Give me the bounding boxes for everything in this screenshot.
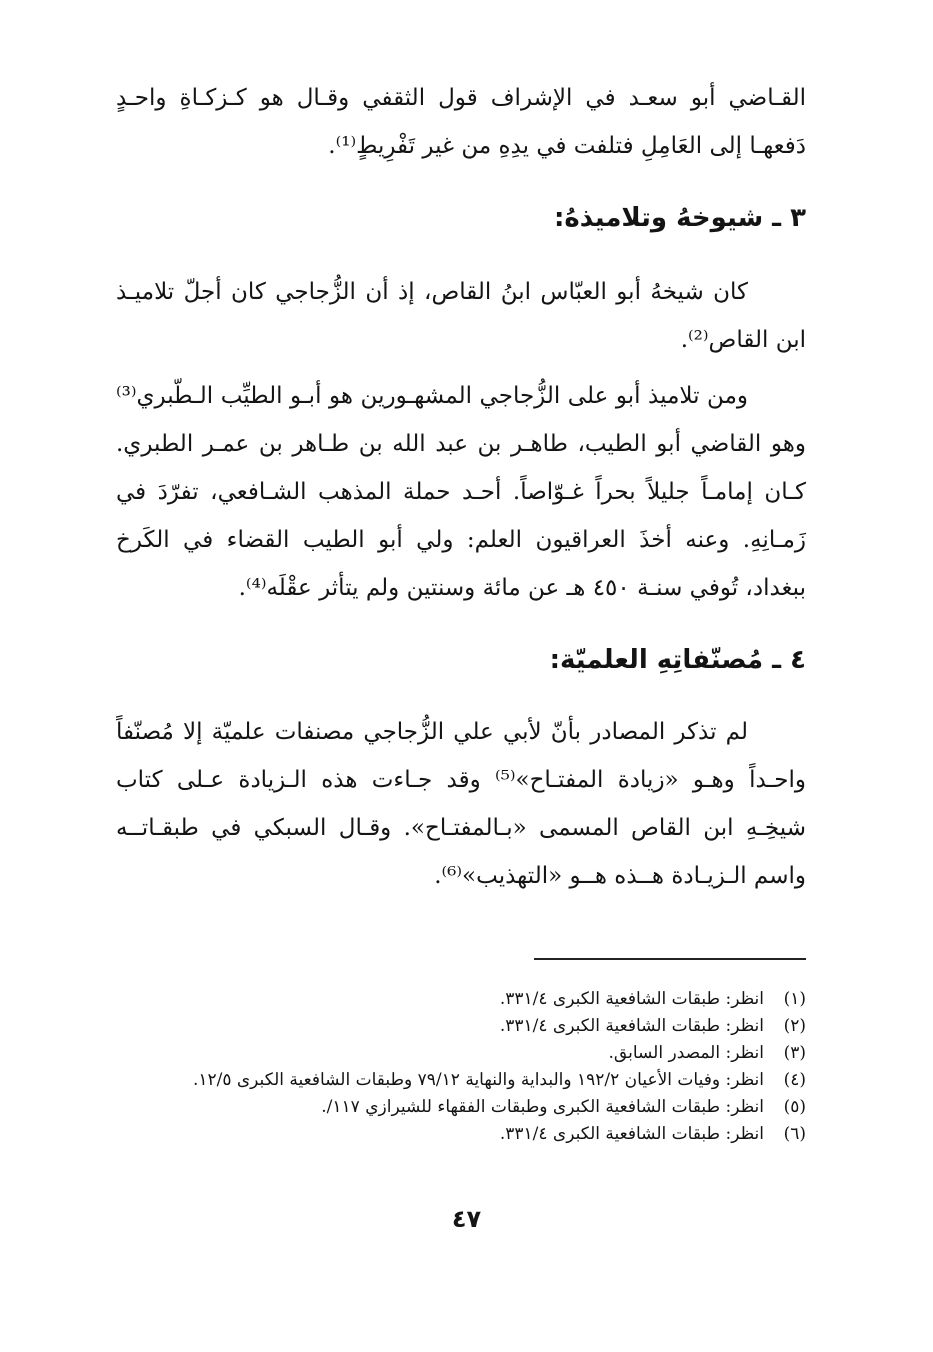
- footnote-number: (١): [783, 989, 806, 1009]
- footnote-text: انظر: وفيات الأعيان ١٩٢/٢ والبداية والنهاية ٧٩/١٢ وطبقات الشافعية الكبرى ١٢/٥.: [192, 1070, 764, 1090]
- paragraph-1: القـاضي أبو سعـد في الإشراف قول الثقفي وقـال هو كـزكـاةِ واحـدٍ دَفعهـا إلى العَامِلِ فتلفت في يدِهِ من غير تَفْرِيطٍ⁽¹⁾.: [116, 85, 806, 159]
- footnote-text: انظر: طبقات الشافعية الكبرى ٣٣١/٤.: [499, 1124, 764, 1144]
- paragraph-4: لم تذكر المصادر بأنّ لأبي علي الزُّجاجي مصنفات علميّة إلا مُصنّفاً واحـداً وهـو «زيادة المفتـاح»⁽⁵⁾ وقد جـاءت هذه الـزيادة عـلى كتاب شيخِـهِ ابن القاص المسمى «بـالمفتـاح». وقـال السبكي في طبقـاتــه واسم الـزيـادة هــذه هــو «التهذيب»⁽⁶⁾.: [116, 719, 806, 889]
- footnote-item: [106, 1121, 806, 1148]
- footnote-text: انظر: طبقات الشافعية الكبرى ٣٣١/٤.: [499, 1016, 764, 1036]
- footnote-number: (٢): [783, 1016, 806, 1036]
- paragraph-3: ومن تلاميذ أبو على الزُّجاجي المشهـورين هو أبـو الطيِّب الـطّبري⁽³⁾ وهو القاضي أبو الطيب، طاهـر بن عبد الله بن طـاهر بن عمـر الطبري. كـان إمامـاً جليلاً بحراً غـوّاصاً. أحـد حملة المذهب الشـافعي، تفرّدَ في زَمـانِهِ. وعنه أخذَ العراقيون العلم: ولي أبو الطيب القضاء في الكَرخ ببغداد، تُوفي سنـة ٤٥٠ هـ عن مائة وسنتين ولم يتأثر عقْلَه⁽⁴⁾.: [116, 383, 806, 601]
- footnotes: [106, 986, 806, 1148]
- footnote-text: انظر: المصدر السابق.: [608, 1043, 764, 1063]
- paragraph-2: كان شيخهُ أبو العبّاس ابنُ القاص، إذ أن الزُّجاجي كان أجلّ تلاميـذ ابن القاص⁽²⁾.: [116, 279, 806, 353]
- page-number: ٤٧: [451, 1205, 482, 1233]
- footnote-item: [106, 986, 806, 1013]
- footnote-number: (٤): [783, 1070, 806, 1090]
- footnote-text: انظر: طبقات الشافعية الكبرى ٣٣١/٤.: [499, 989, 764, 1009]
- footnote-number: (٦): [783, 1124, 806, 1144]
- footnote-item: [106, 1094, 806, 1121]
- footnote-number: (٣): [783, 1043, 806, 1063]
- footnote-text: انظر: طبقات الشافعية الكبرى وطبقات الفقهاء للشيرازي ١١٧/.: [321, 1097, 764, 1117]
- footnote-number: (٥): [783, 1097, 806, 1117]
- section-heading-3: ٣ ـ شيوخهُ وتلاميذهُ:: [553, 203, 806, 233]
- footnote-item: [106, 1067, 806, 1094]
- footnote-divider: [534, 958, 806, 960]
- footnote-item: [106, 1040, 806, 1067]
- section-heading-4: ٤ ـ مُصنّفاتِهِ العلميّة:: [549, 645, 806, 675]
- footnote-item: [106, 1013, 806, 1040]
